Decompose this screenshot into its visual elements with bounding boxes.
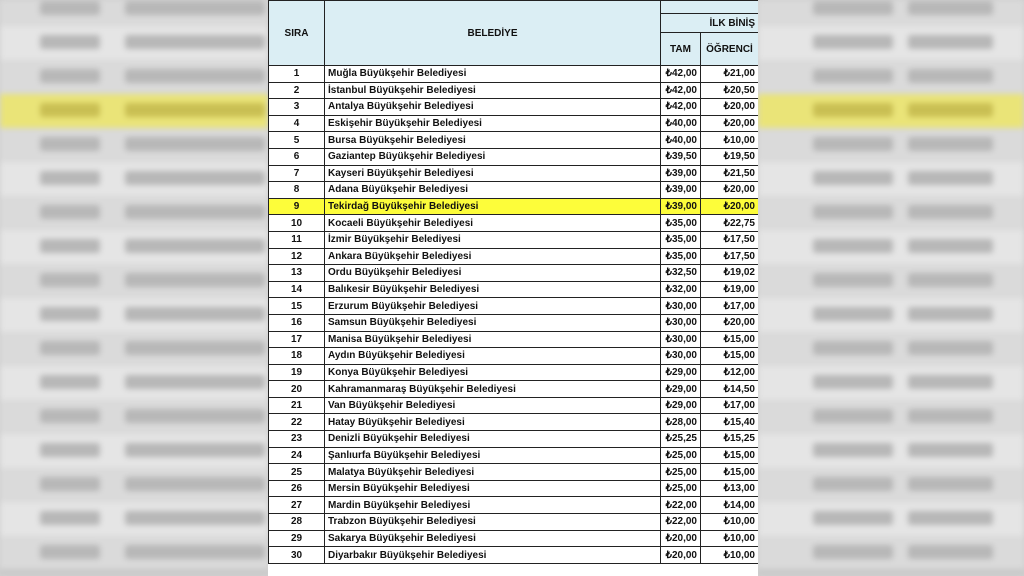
- backdrop-cell: [125, 1, 265, 15]
- row-municipality: Aydın Büyükşehir Belediyesi: [325, 348, 661, 365]
- row-rank: 28: [269, 514, 325, 531]
- table-row: [269, 547, 759, 564]
- header-tam: TAM: [661, 33, 701, 66]
- backdrop-cell: [40, 409, 100, 423]
- row-full-fare: ₺29,00: [661, 381, 701, 398]
- row-municipality: Kahramanmaraş Büyükşehir Belediyesi: [325, 381, 661, 398]
- row-full-fare: ₺39,00: [661, 165, 701, 182]
- row-full-fare: ₺35,00: [661, 215, 701, 232]
- backdrop-cell: [813, 35, 893, 49]
- row-full-fare: ₺35,00: [661, 248, 701, 265]
- row-student-fare: ₺20,00: [701, 99, 759, 116]
- backdrop-cell: [908, 35, 993, 49]
- row-full-fare: ₺30,00: [661, 331, 701, 348]
- backdrop-stripe: [758, 400, 1024, 436]
- backdrop-cell: [125, 375, 265, 389]
- row-student-fare: ₺19,02: [701, 265, 759, 282]
- backdrop-stripe: [758, 0, 1024, 28]
- row-full-fare: ₺40,00: [661, 115, 701, 132]
- backdrop-stripe: [0, 196, 268, 232]
- row-full-fare: ₺40,00: [661, 132, 701, 149]
- row-full-fare: ₺25,00: [661, 464, 701, 481]
- row-municipality: İstanbul Büyükşehir Belediyesi: [325, 82, 661, 99]
- table-body: [269, 66, 759, 564]
- row-full-fare: ₺25,00: [661, 480, 701, 497]
- table-row: [269, 530, 759, 547]
- table-row: [269, 148, 759, 165]
- table-row: [269, 132, 759, 149]
- row-student-fare: ₺21,00: [701, 66, 759, 83]
- row-full-fare: ₺39,50: [661, 148, 701, 165]
- row-municipality: Konya Büyükşehir Belediyesi: [325, 364, 661, 381]
- backdrop-cell: [813, 477, 893, 491]
- row-rank: 4: [269, 115, 325, 132]
- backdrop-cell: [40, 137, 100, 151]
- backdrop-cell: [125, 307, 265, 321]
- backdrop-cell: [40, 273, 100, 287]
- backdrop-stripe: [0, 536, 268, 572]
- backdrop-cell: [40, 69, 100, 83]
- backdrop-stripe: [758, 60, 1024, 96]
- row-student-fare: ₺17,50: [701, 248, 759, 265]
- row-rank: 25: [269, 464, 325, 481]
- backdrop-cell: [813, 239, 893, 253]
- row-student-fare: ₺15,40: [701, 414, 759, 431]
- row-rank: 30: [269, 547, 325, 564]
- backdrop-cell: [908, 103, 993, 117]
- row-student-fare: ₺20,50: [701, 82, 759, 99]
- backdrop-cell: [813, 273, 893, 287]
- row-student-fare: ₺22,75: [701, 215, 759, 232]
- backdrop-cell: [813, 205, 893, 219]
- row-full-fare: ₺39,00: [661, 198, 701, 215]
- row-student-fare: ₺20,00: [701, 198, 759, 215]
- backdrop-cell: [908, 375, 993, 389]
- table-row: [269, 381, 759, 398]
- row-full-fare: ₺42,00: [661, 82, 701, 99]
- row-full-fare: ₺30,00: [661, 348, 701, 365]
- backdrop-cell: [125, 69, 265, 83]
- row-student-fare: ₺20,00: [701, 182, 759, 199]
- backdrop-cell: [125, 341, 265, 355]
- backdrop-cell: [813, 171, 893, 185]
- backdrop-cell: [40, 443, 100, 457]
- row-municipality: Samsun Büyükşehir Belediyesi: [325, 314, 661, 331]
- backdrop-stripe: [0, 26, 268, 62]
- row-student-fare: ₺21,50: [701, 165, 759, 182]
- table-row: [269, 182, 759, 199]
- table-row: [269, 514, 759, 531]
- row-rank: 2: [269, 82, 325, 99]
- row-rank: 27: [269, 497, 325, 514]
- backdrop-cell: [125, 137, 265, 151]
- row-municipality: Ordu Büyükşehir Belediyesi: [325, 265, 661, 282]
- row-full-fare: ₺25,25: [661, 431, 701, 448]
- backdrop-cell: [813, 137, 893, 151]
- backdrop-cell: [40, 477, 100, 491]
- table-row: [269, 364, 759, 381]
- row-municipality: Balıkesir Büyükşehir Belediyesi: [325, 281, 661, 298]
- backdrop-cell: [813, 103, 893, 117]
- backdrop-stripe: [758, 366, 1024, 402]
- row-full-fare: ₺20,00: [661, 547, 701, 564]
- row-rank: 14: [269, 281, 325, 298]
- backdrop-stripe: [758, 94, 1024, 130]
- row-student-fare: ₺17,00: [701, 397, 759, 414]
- table-row: [269, 82, 759, 99]
- row-full-fare: ₺22,00: [661, 497, 701, 514]
- row-full-fare: ₺32,50: [661, 265, 701, 282]
- row-rank: 9: [269, 198, 325, 215]
- backdrop-cell: [813, 1, 893, 15]
- row-municipality: Malatya Büyükşehir Belediyesi: [325, 464, 661, 481]
- backdrop-cell: [40, 103, 100, 117]
- row-municipality: Eskişehir Büyükşehir Belediyesi: [325, 115, 661, 132]
- table-row: [269, 331, 759, 348]
- row-municipality: Ankara Büyükşehir Belediyesi: [325, 248, 661, 265]
- table-row: [269, 248, 759, 265]
- backdrop-cell: [908, 69, 993, 83]
- table-row: [269, 447, 759, 464]
- backdrop-cell: [908, 409, 993, 423]
- row-full-fare: ₺35,00: [661, 231, 701, 248]
- row-rank: 1: [269, 66, 325, 83]
- table-row: [269, 198, 759, 215]
- backdrop-cell: [40, 205, 100, 219]
- row-municipality: Bursa Büyükşehir Belediyesi: [325, 132, 661, 149]
- backdrop-stripe: [758, 298, 1024, 334]
- fare-table: [268, 0, 758, 564]
- row-municipality: Diyarbakır Büyükşehir Belediyesi: [325, 547, 661, 564]
- backdrop-cell: [908, 1, 993, 15]
- row-student-fare: ₺19,50: [701, 148, 759, 165]
- row-full-fare: ₺42,00: [661, 99, 701, 116]
- row-rank: 7: [269, 165, 325, 182]
- backdrop-stripe: [0, 0, 268, 28]
- backdrop-cell: [813, 409, 893, 423]
- header-ogrenci: ÖĞRENCİ: [701, 33, 759, 66]
- backdrop-cell: [908, 545, 993, 559]
- table-row: [269, 464, 759, 481]
- backdrop-stripe: [758, 468, 1024, 504]
- row-full-fare: ₺29,00: [661, 397, 701, 414]
- backdrop-cell: [125, 35, 265, 49]
- backdrop-cell: [125, 545, 265, 559]
- row-rank: 11: [269, 231, 325, 248]
- backdrop-stripe: [0, 400, 268, 436]
- backdrop-stripe: [0, 298, 268, 334]
- table-row: [269, 397, 759, 414]
- row-full-fare: ₺32,00: [661, 281, 701, 298]
- table-row: [269, 348, 759, 365]
- row-student-fare: ₺19,00: [701, 281, 759, 298]
- backdrop-cell: [125, 273, 265, 287]
- row-rank: 22: [269, 414, 325, 431]
- table-row: [269, 265, 759, 282]
- backdrop-cell: [908, 137, 993, 151]
- blurred-backdrop-left: [0, 0, 268, 576]
- backdrop-cell: [125, 103, 265, 117]
- backdrop-cell: [908, 205, 993, 219]
- backdrop-stripe: [758, 536, 1024, 572]
- table-row: [269, 497, 759, 514]
- row-rank: 13: [269, 265, 325, 282]
- row-municipality: Denizli Büyükşehir Belediyesi: [325, 431, 661, 448]
- backdrop-stripe: [0, 230, 268, 266]
- backdrop-cell: [813, 341, 893, 355]
- backdrop-cell: [908, 307, 993, 321]
- backdrop-stripe: [758, 332, 1024, 368]
- row-full-fare: ₺39,00: [661, 182, 701, 199]
- table-row: [269, 431, 759, 448]
- row-rank: 23: [269, 431, 325, 448]
- row-rank: 6: [269, 148, 325, 165]
- row-municipality: Tekirdağ Büyükşehir Belediyesi: [325, 198, 661, 215]
- backdrop-stripe: [758, 502, 1024, 538]
- row-student-fare: ₺10,00: [701, 132, 759, 149]
- backdrop-cell: [40, 35, 100, 49]
- table-row: [269, 215, 759, 232]
- row-rank: 15: [269, 298, 325, 315]
- row-student-fare: ₺15,00: [701, 348, 759, 365]
- row-municipality: Manisa Büyükşehir Belediyesi: [325, 331, 661, 348]
- row-full-fare: ₺30,00: [661, 314, 701, 331]
- row-rank: 20: [269, 381, 325, 398]
- row-rank: 29: [269, 530, 325, 547]
- backdrop-stripe: [0, 60, 268, 96]
- backdrop-cell: [813, 375, 893, 389]
- table-row: [269, 165, 759, 182]
- table-row: [269, 231, 759, 248]
- table-row: [269, 298, 759, 315]
- backdrop-cell: [40, 239, 100, 253]
- backdrop-stripe: [0, 162, 268, 198]
- backdrop-cell: [813, 69, 893, 83]
- backdrop-cell: [125, 239, 265, 253]
- row-rank: 5: [269, 132, 325, 149]
- backdrop-stripe: [0, 128, 268, 164]
- backdrop-stripe: [0, 502, 268, 538]
- backdrop-stripe: [758, 230, 1024, 266]
- backdrop-cell: [40, 511, 100, 525]
- backdrop-stripe: [758, 264, 1024, 300]
- row-student-fare: ₺10,00: [701, 514, 759, 531]
- backdrop-cell: [125, 205, 265, 219]
- row-rank: 8: [269, 182, 325, 199]
- backdrop-cell: [908, 443, 993, 457]
- backdrop-stripe: [0, 94, 268, 130]
- table-row: [269, 115, 759, 132]
- row-municipality: Sakarya Büyükşehir Belediyesi: [325, 530, 661, 547]
- row-municipality: Mardin Büyükşehir Belediyesi: [325, 497, 661, 514]
- backdrop-cell: [125, 409, 265, 423]
- row-rank: 24: [269, 447, 325, 464]
- backdrop-cell: [908, 273, 993, 287]
- row-municipality: İzmir Büyükşehir Belediyesi: [325, 231, 661, 248]
- backdrop-cell: [908, 341, 993, 355]
- backdrop-cell: [813, 443, 893, 457]
- backdrop-stripe: [758, 434, 1024, 470]
- header-group-top: [661, 1, 759, 14]
- backdrop-stripe: [0, 468, 268, 504]
- backdrop-cell: [40, 375, 100, 389]
- backdrop-cell: [40, 341, 100, 355]
- fare-table-panel: [268, 0, 758, 576]
- table-row: [269, 66, 759, 83]
- row-full-fare: ₺28,00: [661, 414, 701, 431]
- row-municipality: Kayseri Büyükşehir Belediyesi: [325, 165, 661, 182]
- backdrop-cell: [40, 1, 100, 15]
- row-full-fare: ₺29,00: [661, 364, 701, 381]
- row-rank: 17: [269, 331, 325, 348]
- row-student-fare: ₺17,50: [701, 231, 759, 248]
- row-student-fare: ₺12,00: [701, 364, 759, 381]
- row-municipality: Kocaeli Büyükşehir Belediyesi: [325, 215, 661, 232]
- backdrop-cell: [40, 545, 100, 559]
- backdrop-cell: [908, 511, 993, 525]
- row-student-fare: ₺15,25: [701, 431, 759, 448]
- table-row: [269, 99, 759, 116]
- backdrop-cell: [813, 307, 893, 321]
- row-municipality: Antalya Büyükşehir Belediyesi: [325, 99, 661, 116]
- row-student-fare: ₺14,00: [701, 497, 759, 514]
- row-municipality: Van Büyükşehir Belediyesi: [325, 397, 661, 414]
- table-row: [269, 414, 759, 431]
- backdrop-cell: [813, 545, 893, 559]
- backdrop-stripe: [0, 264, 268, 300]
- row-rank: 3: [269, 99, 325, 116]
- row-student-fare: ₺14,50: [701, 381, 759, 398]
- row-municipality: Erzurum Büyükşehir Belediyesi: [325, 298, 661, 315]
- row-student-fare: ₺10,00: [701, 530, 759, 547]
- row-student-fare: ₺13,00: [701, 480, 759, 497]
- header-ilk-binis: İLK BİNİŞ: [661, 14, 759, 33]
- backdrop-stripe: [0, 366, 268, 402]
- row-rank: 16: [269, 314, 325, 331]
- backdrop-stripe: [758, 128, 1024, 164]
- backdrop-cell: [125, 477, 265, 491]
- row-rank: 19: [269, 364, 325, 381]
- backdrop-cell: [813, 511, 893, 525]
- row-municipality: Mersin Büyükşehir Belediyesi: [325, 480, 661, 497]
- backdrop-cell: [908, 239, 993, 253]
- row-full-fare: ₺30,00: [661, 298, 701, 315]
- backdrop-cell: [908, 477, 993, 491]
- row-rank: 21: [269, 397, 325, 414]
- table-row: [269, 281, 759, 298]
- row-full-fare: ₺22,00: [661, 514, 701, 531]
- row-student-fare: ₺15,00: [701, 464, 759, 481]
- row-rank: 10: [269, 215, 325, 232]
- row-student-fare: ₺10,00: [701, 547, 759, 564]
- backdrop-cell: [908, 171, 993, 185]
- backdrop-cell: [40, 171, 100, 185]
- header-belediye: BELEDİYE: [325, 1, 661, 66]
- blurred-backdrop-right: [758, 0, 1024, 576]
- row-full-fare: ₺42,00: [661, 66, 701, 83]
- table-header: [269, 1, 759, 66]
- backdrop-stripe: [758, 162, 1024, 198]
- backdrop-stripe: [758, 26, 1024, 62]
- row-full-fare: ₺20,00: [661, 530, 701, 547]
- table-row: [269, 314, 759, 331]
- row-rank: 12: [269, 248, 325, 265]
- backdrop-stripe: [758, 196, 1024, 232]
- row-student-fare: ₺20,00: [701, 314, 759, 331]
- row-student-fare: ₺15,00: [701, 447, 759, 464]
- row-student-fare: ₺20,00: [701, 115, 759, 132]
- row-municipality: Gaziantep Büyükşehir Belediyesi: [325, 148, 661, 165]
- row-municipality: Muğla Büyükşehir Belediyesi: [325, 66, 661, 83]
- backdrop-cell: [125, 511, 265, 525]
- row-student-fare: ₺17,00: [701, 298, 759, 315]
- row-municipality: Hatay Büyükşehir Belediyesi: [325, 414, 661, 431]
- row-student-fare: ₺15,00: [701, 331, 759, 348]
- row-rank: 26: [269, 480, 325, 497]
- backdrop-cell: [125, 171, 265, 185]
- backdrop-cell: [125, 443, 265, 457]
- backdrop-stripe: [0, 434, 268, 470]
- row-rank: 18: [269, 348, 325, 365]
- row-municipality: Adana Büyükşehir Belediyesi: [325, 182, 661, 199]
- row-municipality: Trabzon Büyükşehir Belediyesi: [325, 514, 661, 531]
- table-row: [269, 480, 759, 497]
- backdrop-stripe: [0, 332, 268, 368]
- header-sira: SIRA: [269, 1, 325, 66]
- row-full-fare: ₺25,00: [661, 447, 701, 464]
- row-municipality: Şanlıurfa Büyükşehir Belediyesi: [325, 447, 661, 464]
- backdrop-cell: [40, 307, 100, 321]
